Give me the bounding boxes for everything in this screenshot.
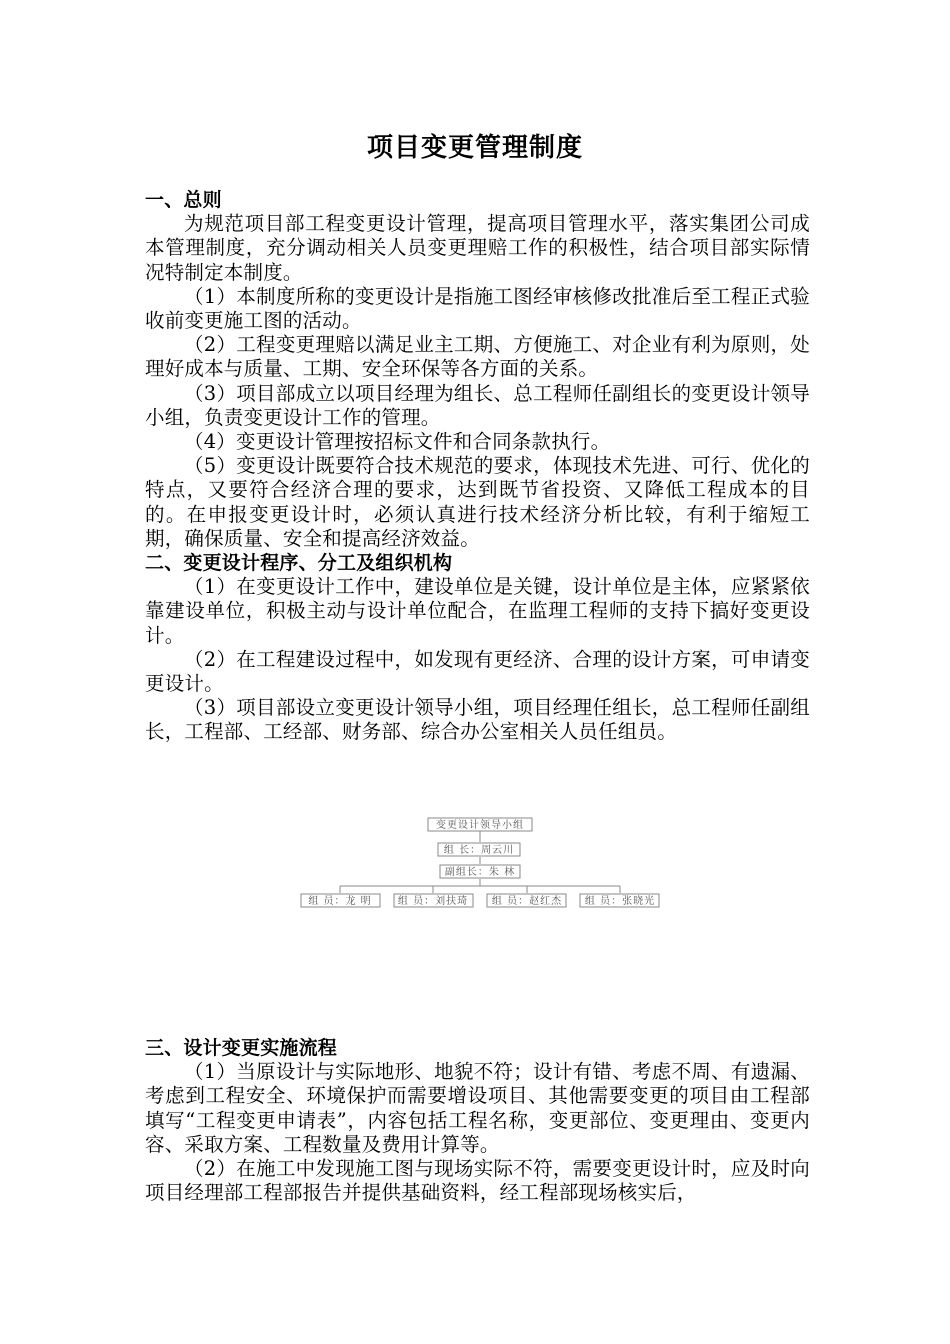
section-heading: 三、设计变更实施流程 xyxy=(145,1037,338,1059)
section-heading: 一、总则 xyxy=(145,189,222,211)
section-general xyxy=(145,188,810,745)
org-chart-diagram xyxy=(298,816,662,910)
paragraph: （3）项目部设立变更设计领导小组，项目经理任组长，总工程师任副组长，工程部、工经部、财务部、综合办公室相关人员任组员。 xyxy=(145,696,810,744)
org-node-member xyxy=(301,894,380,907)
section-implementation xyxy=(145,1036,810,1205)
org-node-member xyxy=(580,894,659,907)
paragraph: （3）项目部成立以项目经理为组长、总工程师任副组长的变更设计领导小组，负责变更设计工作的管理。 xyxy=(145,381,810,429)
org-node-leader xyxy=(438,843,520,856)
org-node-label: 组 员：龙 明 xyxy=(308,896,372,907)
org-node-label: 组 员：刘扶琦 xyxy=(397,896,469,907)
org-node-label: 组 长：周云川 xyxy=(443,845,515,856)
paragraph: （1）当原设计与实际地形、地貌不符；设计有错、考虑不周、有遗漏、考虑到工程安全、环境保护而需要增设项目、其他需要变更的项目由工程部填写“工程变更申请表”，内容包括工程名称，变更部位、变更理由、变更内容、采取方案、工程数量及费用计算等。 xyxy=(145,1060,810,1156)
paragraph: （5）变更设计既要符合技术规范的要求，体现技术先进、可行、优化的特点，又要符合经济合理的要求，达到既节省投资、又降低工程成本的目的。在申报变更设计时，必须认真进行技术经济分析比较，有利于缩短工期，确保质量、安全和提高经济效益。 xyxy=(145,454,810,550)
section-heading: 二、变更设计程序、分工及组织机构 xyxy=(145,552,453,575)
org-node-label: 组 员：张晓光 xyxy=(584,896,656,907)
org-node-root xyxy=(428,818,532,831)
paragraph: （1）本制度所称的变更设计是指施工图经审核修改批准后至工程正式验收前变更施工图的活动。 xyxy=(145,284,810,333)
document-title: 项目变更管理制度 xyxy=(366,133,583,163)
org-node-deputy xyxy=(440,865,520,878)
org-node-member xyxy=(487,894,566,907)
paragraph: （2）在施工中发现施工图与现场实际不符，需要变更设计时，应及时向项目经理部工程部报告并提供基础资料，经工程部现场核实后， xyxy=(145,1157,810,1205)
paragraph: （2）在工程建设过程中，如发现有更经济、合理的设计方案，可申请变更设计。 xyxy=(145,647,810,696)
org-node-label: 副组长：朱 林 xyxy=(444,867,516,878)
paragraph: （1）在变更设计工作中，建设单位是关键，设计单位是主体，应紧紧依靠建设单位，积极主动与设计单位配合，在监理工程师的支持下搞好变更设计。 xyxy=(145,575,810,647)
paragraph: （2）工程变更理赔以满足业主工期、方便施工、对企业有利为原则，处理好成本与质量、工期、安全环保等各方面的关系。 xyxy=(145,333,810,381)
org-chart xyxy=(298,816,662,910)
org-node-label: 变更设计领导小组 xyxy=(436,820,524,831)
org-node-member xyxy=(394,894,473,907)
org-node-label: 组 员：赵红杰 xyxy=(491,896,563,907)
paragraph: （4）变更设计管理按招标文件和合同条款执行。 xyxy=(184,430,611,454)
paragraph: 为规范项目部工程变更设计管理，提高项目管理水平，落实集团公司成本管理制度，充分调动相关人员变更理赔工作的积极性，结合项目部实际情况特制定本制度。 xyxy=(145,212,810,284)
